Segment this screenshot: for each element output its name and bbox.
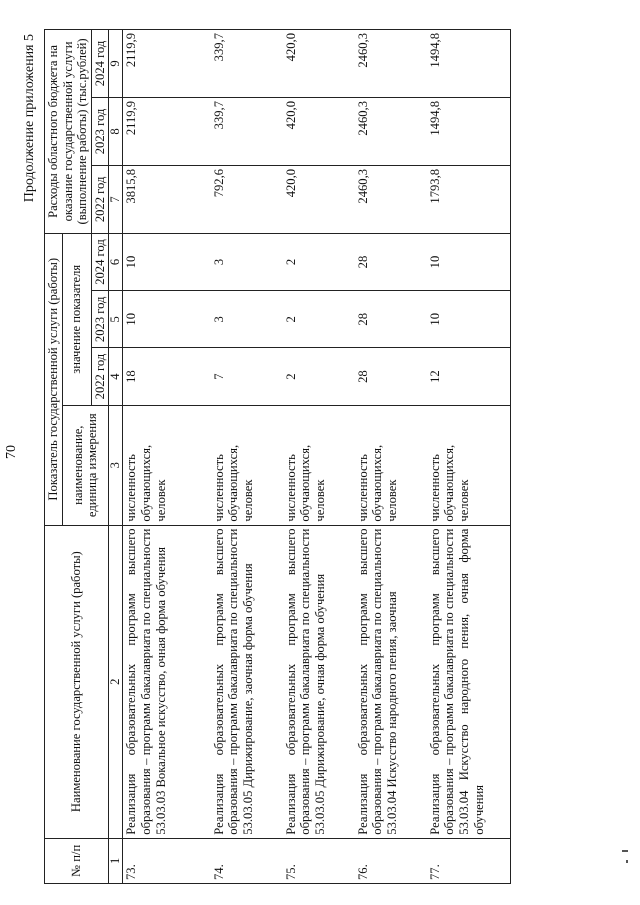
header-year: 2022 год [91, 348, 109, 405]
row-number: 73. [123, 838, 211, 883]
header-year: 2024 год [91, 30, 109, 98]
value-2022: 18 [123, 348, 211, 405]
column-number: 4 [109, 348, 123, 405]
header-num: № п/п [45, 838, 109, 883]
header-indicator-group: Показатель государственной услуги (работы) [45, 233, 63, 525]
table-header [45, 30, 123, 884]
column-number: 8 [109, 98, 123, 166]
header-service-name: Наименование государственной услуги (работы) [45, 525, 109, 838]
service-name: Реализация образовательных программ высшего образования – программ бакалавриата по специальности 53.03.04 Искусство народного пения, заочная [355, 525, 427, 838]
unit: численность обучающихся, человек [427, 405, 511, 525]
service-name: Реализация образовательных программ высшего образования – программ бакалавриата по специальности 53.03.03 Вокальное искусство, очная форма обучения [123, 525, 211, 838]
value-2023: 3 [211, 291, 283, 348]
table-row [283, 30, 355, 884]
expense-2024: 1494,8 [427, 30, 511, 98]
header-year: 2023 год [91, 98, 109, 166]
column-number: 5 [109, 291, 123, 348]
unit: численность обучающихся, человек [211, 405, 283, 525]
row-number: 77. [427, 838, 511, 883]
column-number: 6 [109, 233, 123, 290]
expense-2024: 2119,9 [123, 30, 211, 98]
expense-2022: 420,0 [283, 165, 355, 233]
value-2024: 10 [427, 233, 511, 290]
value-2022: 7 [211, 348, 283, 405]
table-row [355, 30, 427, 884]
scan-mark [622, 850, 628, 852]
value-2023: 10 [427, 291, 511, 348]
expense-2023: 1494,8 [427, 98, 511, 166]
expense-2022: 1793,8 [427, 165, 511, 233]
expense-2024: 339,7 [211, 30, 283, 98]
value-2023: 28 [355, 291, 427, 348]
header-year: 2022 год [91, 165, 109, 233]
value-2022: 28 [355, 348, 427, 405]
service-name: Реализация образовательных программ высшего образования – программ бакалавриата по специальности 53.03.05 Дирижирование, заочная форма обучения [211, 525, 283, 838]
column-number: 3 [109, 405, 123, 525]
unit: численность обучающихся, человек [123, 405, 211, 525]
header-indicator-value: значение показателя [62, 233, 91, 405]
header-expenses-group: Расходы областного бюджета на оказание государственной услуги (выполнение работы) (тыс.рублей) [45, 30, 92, 234]
table-row [427, 30, 511, 884]
column-number: 7 [109, 165, 123, 233]
expense-2022: 792,6 [211, 165, 283, 233]
value-2024: 3 [211, 233, 283, 290]
row-number: 76. [355, 838, 427, 883]
table-body [123, 30, 511, 884]
table-row [211, 30, 283, 884]
page-number: 70 [4, 445, 19, 459]
service-name: Реализация образовательных программ высшего образования – программ бакалавриата по специальности 53.03.04 Искусство народного пения, очная форма обучения [427, 525, 511, 838]
value-2024: 2 [283, 233, 355, 290]
value-2023: 10 [123, 291, 211, 348]
expense-2024: 420,0 [283, 30, 355, 98]
expense-2022: 3815,8 [123, 165, 211, 233]
value-2024: 10 [123, 233, 211, 290]
table-row [123, 30, 211, 884]
rotated-sheet [0, 12, 640, 892]
row-number: 74. [211, 838, 283, 883]
column-number: 2 [109, 525, 123, 838]
value-2022: 12 [427, 348, 511, 405]
column-number: 9 [109, 30, 123, 98]
expense-2023: 420,0 [283, 98, 355, 166]
expense-2023: 339,7 [211, 98, 283, 166]
row-number: 75. [283, 838, 355, 883]
header-year: 2023 год [91, 291, 109, 348]
expense-2023: 2460,3 [355, 98, 427, 166]
continuation-note: Продолжение приложения 5 [22, 34, 37, 203]
value-2022: 2 [283, 348, 355, 405]
unit: численность обучающихся, человек [283, 405, 355, 525]
expense-2022: 2460,3 [355, 165, 427, 233]
scan-mark [626, 860, 628, 863]
expenses-table [44, 29, 511, 884]
header-year: 2024 год [91, 233, 109, 290]
header-unit: наименование, единица измерения [62, 405, 109, 525]
service-name: Реализация образовательных программ высшего образования – программ бакалавриата по специальности 53.03.05 Дирижирование, очная форма обучения [283, 525, 355, 838]
value-2024: 28 [355, 233, 427, 290]
value-2023: 2 [283, 291, 355, 348]
column-number: 1 [109, 838, 123, 883]
unit: численность обучающихся, человек [355, 405, 427, 525]
expense-2023: 2119,9 [123, 98, 211, 166]
expense-2024: 2460,3 [355, 30, 427, 98]
